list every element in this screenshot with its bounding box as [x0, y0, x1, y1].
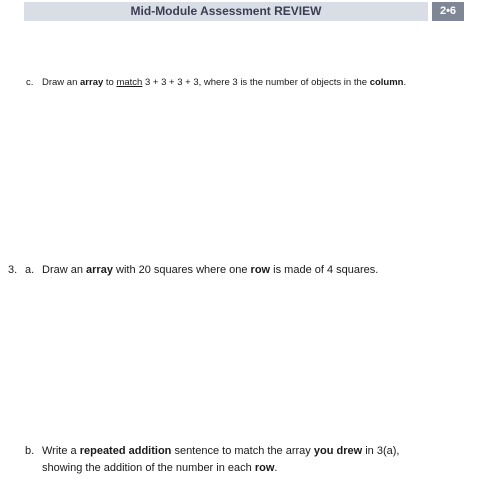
- question-3a-text: Draw an array with 20 squares where one row is made of 4 squares.: [42, 264, 379, 276]
- header-bar: [24, 2, 428, 21]
- question-2c-text: Draw an array to match 3 + 3 + 3 + 3, where 3 is the number of objects in the column.: [42, 77, 407, 88]
- question-3b-letter: b.: [25, 445, 35, 457]
- lesson-badge: 2•6: [432, 2, 464, 21]
- question-3b-line-2: showing the addition of the number in each row.: [42, 462, 278, 474]
- question-3a-letter: a.: [25, 264, 35, 276]
- question-3b-line-1: Write a repeated addition sentence to match the array you drew in 3(a),: [42, 445, 400, 457]
- question-letter: c.: [26, 77, 34, 88]
- page-title: Mid-Module Assessment REVIEW: [130, 4, 322, 18]
- question-3b-text: [42, 443, 399, 477]
- question-3-number: 3.: [8, 264, 18, 276]
- question-2c: [26, 74, 33, 91]
